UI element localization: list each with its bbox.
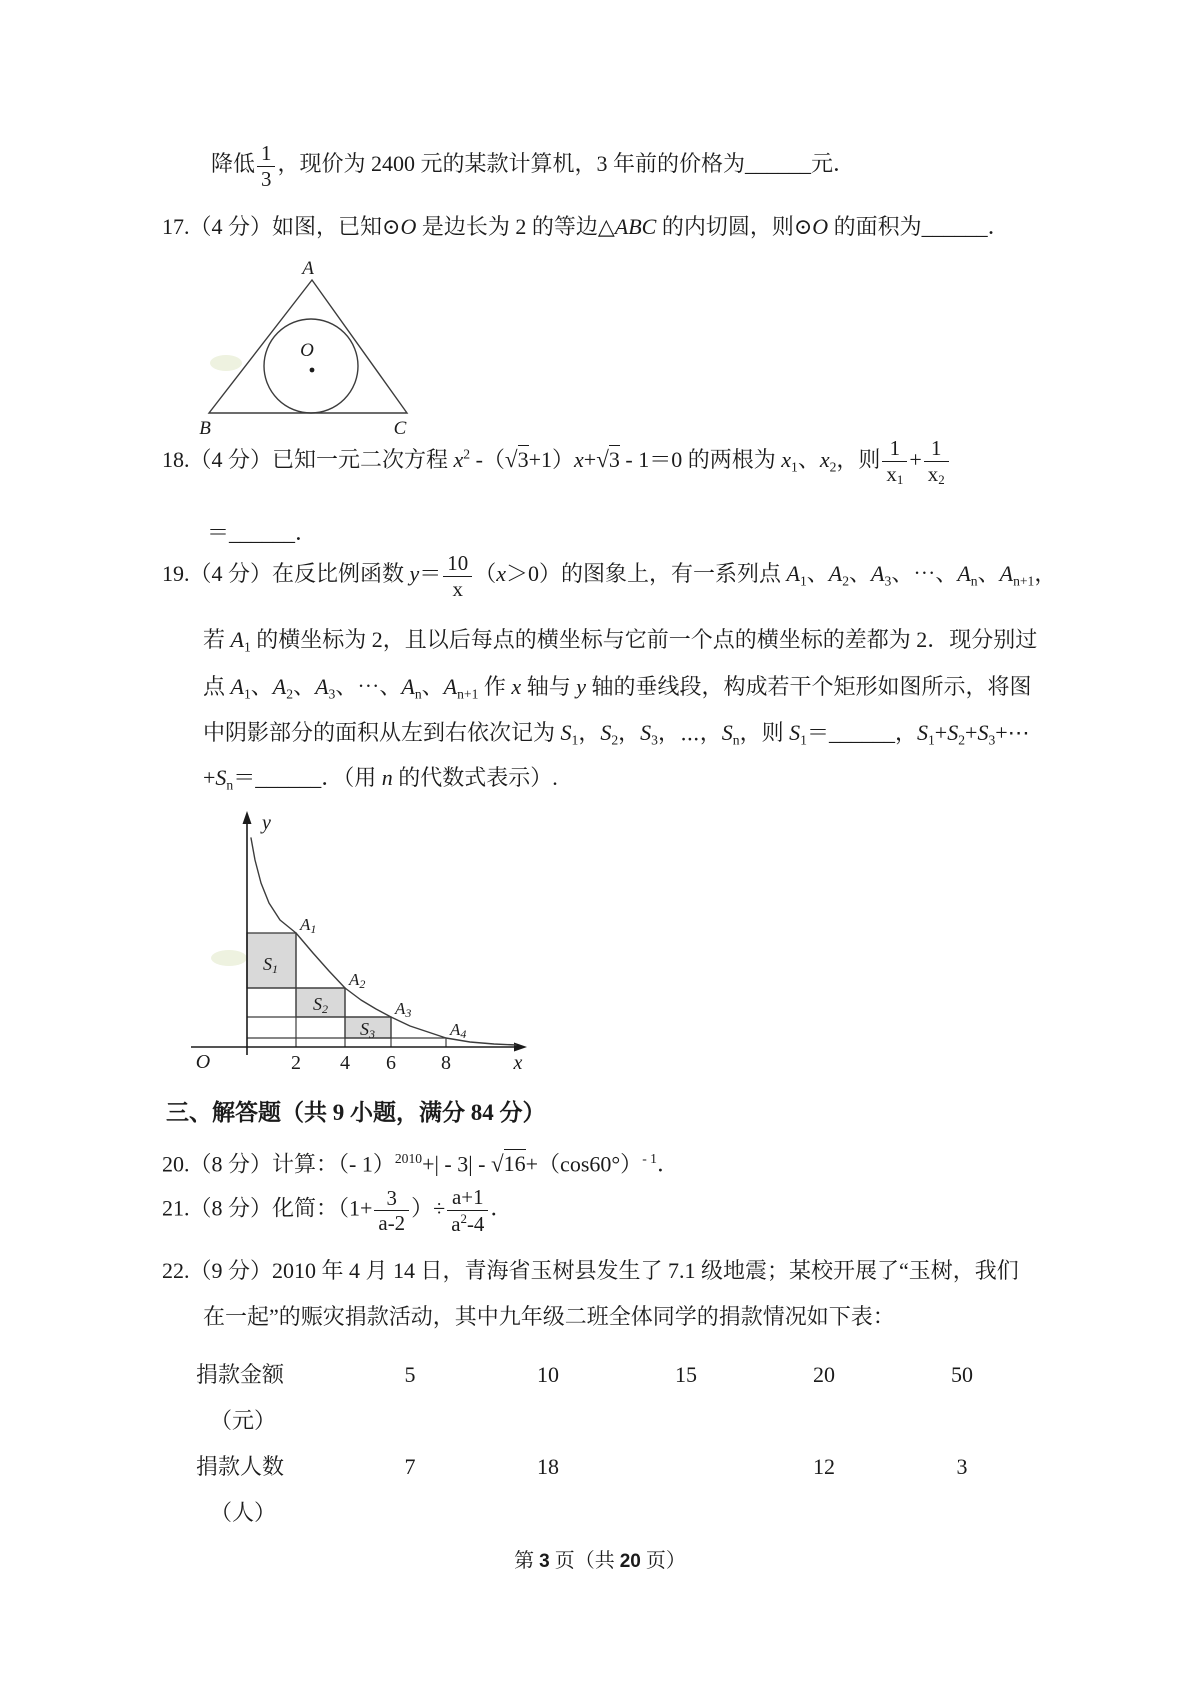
text-run: ）÷ [411,1195,446,1221]
amount-cell-2: 10 [537,1362,559,1387]
tick-label-6: 6 [386,1052,396,1074]
text-run: ______ [744,151,811,177]
fraction [443,552,472,600]
text-run: + [583,446,597,472]
text-run: ＝ [233,765,256,790]
text-run: A [230,674,244,699]
point-label-a3: A3 [395,999,412,1020]
text-run: 作 [478,674,512,699]
text-run: n+1 [1013,573,1035,589]
text-run: ． [490,1195,513,1221]
people-cell-2: 18 [537,1454,559,1479]
text-run: S [640,720,652,745]
text-run: x [453,446,464,472]
text-run: ， [618,720,641,745]
vertex-label-b: B [199,418,211,439]
text-run: 的横坐标为 2，且以后每点的横坐标与它前一个点的横坐标的差都为 2．现分别过 [250,627,1038,652]
text-run: -4 [466,1211,485,1236]
text-run: + [965,720,978,745]
text-run: 2 [460,1210,467,1226]
scan-artifact [210,355,242,371]
row-label-unit: （元） [210,1408,277,1433]
text-run: ． [987,214,1010,239]
text-run: x [886,461,897,486]
people-cell-3 [617,1444,755,1536]
tick-label-4: 4 [340,1052,350,1074]
center-dot [310,368,315,373]
text-run: +⋯ [995,720,1030,745]
fraction [447,1186,488,1235]
text-run: 21.（8 分）化简：（1+ [162,1195,373,1221]
y-axis-arrow [243,811,252,824]
text-run: ______ [921,214,988,239]
text-run: 轴的垂线段，构成若干个矩形如图所示，将图 [585,674,1032,699]
text-run: 的代数式表示）. [392,765,558,790]
text-run: + [203,765,216,790]
text-run: 元． [810,151,855,177]
text-run: 22.（9 分）2010 年 4 月 14 日，青海省玉树县发生了 7.1 级地震；某校开展了“玉树，我们 [162,1258,1019,1283]
text-run: 17.（4 分）如图，已知⊙ [162,214,401,239]
amount-cell-4: 20 [813,1362,835,1387]
text-run: 2 [611,732,619,748]
text-run: ，则 [836,446,881,472]
text-run: x [927,461,939,486]
text-run: 中阴影部分的面积从左到右依次记为 [203,720,561,745]
text-run: x [496,561,506,587]
text-run: 1 [799,573,807,589]
text-run: 2 [938,471,945,487]
text-run: √ [596,445,609,472]
row-label-people [196,1444,341,1536]
q17-text [162,212,1010,242]
text-run: A [443,674,458,699]
text-run: ______ [255,765,322,790]
text-run: ， [578,720,601,745]
q19-text-line4 [203,718,1030,755]
text-run: - 1＝0 的两根为 [619,446,782,472]
origin-label: O [195,1051,211,1073]
text-run: √ [490,1150,504,1177]
text-run: y [576,674,586,699]
text-run: x [452,576,463,601]
text-run: x [819,446,830,472]
text-run: n [970,573,978,589]
q22-text-line2 [203,1302,895,1332]
fraction [882,437,907,487]
text-run: 降低 [211,151,256,177]
text-run: 3 [884,573,892,589]
point-label-a2: A2 [349,970,366,991]
q19-text-line5 [203,763,558,800]
text-run: x [574,446,584,472]
text-run: 1 [243,639,251,655]
text-run: a+1 [452,1185,484,1209]
q17-figure [193,250,423,450]
scan-artifact [211,950,247,966]
text-run: -（ [470,446,505,472]
text-run: 2010 [394,1151,423,1166]
text-run: - 1 [642,1151,657,1166]
text-run: n [732,732,740,748]
text-run: 在一起”的赈灾捐款活动，其中九年级二班全体同学的捐款情况如下表： [203,1304,895,1329]
text-run: （ [474,561,497,587]
text-run: 、 [421,674,444,699]
text-run: 轴与 [521,674,577,699]
fraction [924,437,949,487]
text-run: 页（共 [549,1550,620,1572]
q20-text [162,1144,679,1179]
text-run: S [977,720,989,745]
text-run: √ [504,445,518,472]
page-footer [0,1548,1200,1575]
text-run: 3 [328,686,336,702]
text-run: ，⋯， [657,720,722,745]
text-run: A [401,674,415,699]
text-run: ＝ [207,520,230,545]
text-run: 三、解答题（共 9 小题，满分 84 分） [166,1100,546,1125]
row-label-unit: （人） [210,1500,277,1525]
people-cell-1: 7 [404,1454,416,1479]
vertex-label-c: C [393,418,407,439]
text-run: A [871,561,885,587]
people-cell-5: 3 [956,1454,968,1479]
text-run: a-2 [378,1211,406,1236]
point-label-a4: A4 [450,1020,467,1041]
text-run: +（cos60°） [525,1151,643,1177]
text-run: A [315,674,329,699]
x-axis-label: x [513,1052,523,1074]
tick-label-8: 8 [441,1052,451,1074]
text-run: ， [1034,561,1057,587]
row-label-text: 捐款金额 [196,1362,285,1387]
text-run: 1 [261,141,272,165]
text-run: 、 [250,674,273,699]
text-run: 2 [842,573,850,589]
text-run: 、⋯、 [335,674,402,699]
area-label-s2: S2 [313,994,328,1016]
text-run: S [947,720,959,745]
area-label-s1: S1 [263,954,278,976]
text-run: + [934,720,948,745]
text-run: +1） [528,446,575,472]
text-run: 1 [931,436,942,460]
text-run: 18.（4 分）已知一元二次方程 [162,446,454,472]
text-run: n [381,765,393,790]
text-run: 页） [640,1550,686,1572]
area-label-s3: S3 [360,1019,375,1041]
text-run: 3 [261,166,272,191]
text-run: ＞0）的图象上，有一系列点 [505,561,787,587]
text-run: A [957,561,971,587]
text-run: 1 [896,471,904,487]
text-run: 的内切圆，则⊙ [656,214,813,239]
vertex-label-a: A [302,258,314,279]
text-run: ． [656,1151,679,1177]
q18-text [162,437,951,487]
text-run: n [414,686,422,702]
text-run: x [511,674,522,699]
point-label-a1: A1 [300,915,317,936]
text-run: 第 [514,1550,540,1572]
text-run: 1 [791,459,798,475]
text-run: 若 [203,627,231,652]
text-run: 3 [386,1185,397,1210]
text-run: 、 [797,446,820,472]
text-run: ＝ [419,561,442,587]
text-run: 2 [829,459,837,475]
text-run: O [812,214,829,239]
text-run: 20 [619,1551,641,1572]
text-run: 3 [608,446,620,472]
text-run: 10 [447,551,469,575]
text-run: A [230,627,244,652]
text-run: S [916,720,928,745]
text-run: A [999,561,1014,587]
amount-cell-3: 15 [675,1362,697,1387]
fraction [257,142,275,190]
text-run: A [272,674,287,699]
text-run: 1 [927,732,935,748]
text-run: 、 [293,674,316,699]
text-run: y [409,561,420,587]
q19-text-line3 [203,672,1031,709]
amount-cell-1: 5 [404,1362,416,1387]
table-row-amount [196,1352,1031,1444]
text-run: ______ [828,720,895,745]
text-run: S [721,720,733,745]
text-run: ABC [614,214,657,239]
text-run: n [226,777,234,793]
text-run: ．（用 [321,765,382,790]
q16-continuation-text [211,142,855,190]
q19-text-line1 [162,552,1056,600]
text-run: 3 [517,446,529,472]
text-run: 3 [988,732,996,748]
text-run: 16 [503,1151,526,1177]
text-run: x [781,446,791,472]
donation-table [196,1352,1031,1536]
tick-label-2: 2 [291,1052,301,1074]
q19-text-line2 [203,625,1037,662]
text-run: 20.（8 分）计算：（- 1） [162,1151,395,1177]
row-label-amount [196,1352,341,1444]
text-run: ． [295,520,318,545]
row-label-text: 捐款人数 [196,1454,285,1479]
center-label-o: O [300,340,314,361]
fraction [374,1187,409,1235]
text-run: S [600,720,612,745]
people-cell-4: 12 [813,1454,835,1479]
text-run: a [451,1211,461,1236]
section3-heading [166,1098,546,1128]
text-run: + [909,446,922,472]
text-run: O [400,214,417,239]
inscribed-circle [264,319,358,413]
text-run: ，现价为 2400 元的某款计算机，3 年前的价格为 [277,151,745,177]
q18-answer-line [207,518,317,548]
text-run: 1 [889,436,901,460]
text-run: 2 [958,732,966,748]
text-run: 2 [286,686,294,702]
text-run: A [786,561,800,587]
text-run: 19.（4 分）在反比例函数 [162,561,410,587]
text-run: ， [894,720,917,745]
text-run: 点 [203,674,231,699]
text-run: 、 [806,561,829,587]
x-axis-arrow [514,1043,527,1052]
text-run: 3 [651,732,658,748]
text-run: 的面积为 [828,214,922,239]
text-run: 是边长为 2 的等边△ [416,214,615,239]
text-run: 3 [539,1551,550,1572]
text-run: S [215,765,227,790]
text-run: 、 [849,561,872,587]
text-run: ______ [229,520,296,545]
text-run: ＝ [806,720,829,745]
text-run: 、⋯、 [891,561,958,587]
table-row-people [196,1444,1031,1536]
text-run: 1 [243,686,251,702]
amount-cell-5: 50 [951,1362,973,1387]
q21-text [162,1186,512,1235]
q19-figure [183,803,538,1083]
text-run: 、 [977,561,1000,587]
y-axis-label: y [262,812,271,834]
text-run: n+1 [457,686,479,702]
text-run: A [828,561,843,587]
q22-text-line1 [162,1256,1019,1286]
text-run: +| - 3| - [422,1151,491,1177]
text-run: 1 [571,732,579,748]
text-run: ，则 [739,720,790,745]
text-run: 2 [463,446,471,462]
text-run: S [789,720,801,745]
text-run: 1 [800,732,807,748]
text-run: S [560,720,572,745]
